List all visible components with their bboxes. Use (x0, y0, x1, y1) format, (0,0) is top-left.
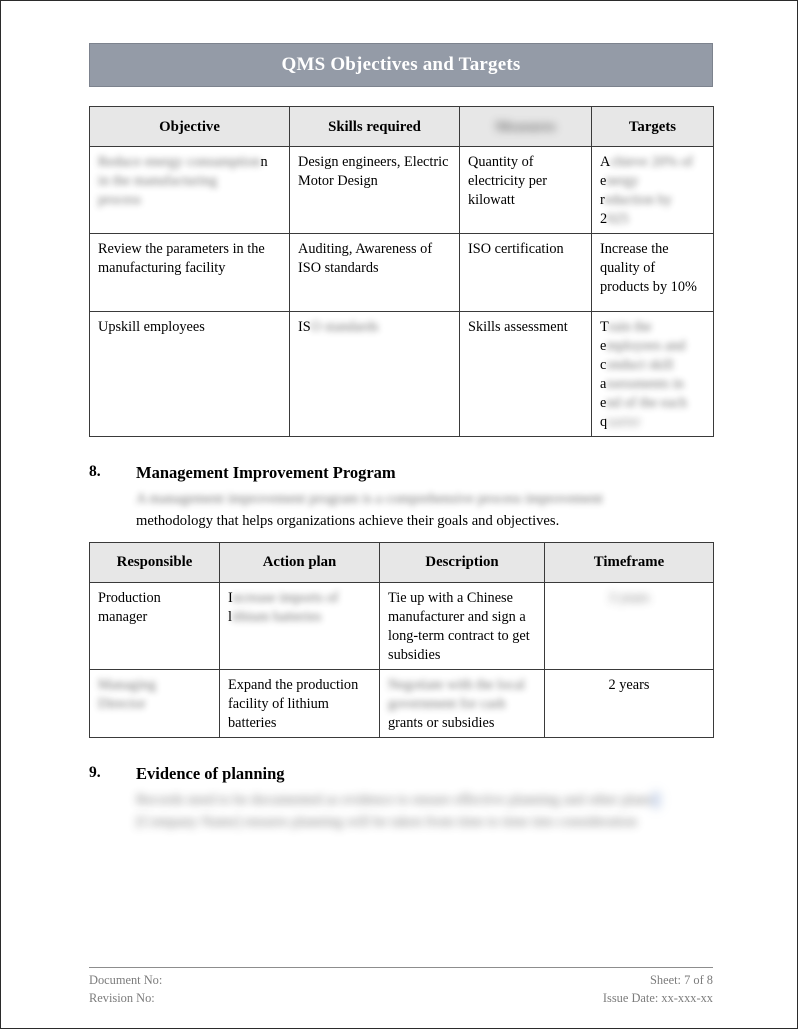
redacted-text: ithium batteries (231, 608, 322, 625)
visible-text-fragment: e (600, 395, 607, 411)
redacted-column-header-text: Measures (495, 118, 556, 135)
section-title: Management Improvement Program (136, 463, 396, 482)
redacted-text: [Company Name] ensures planning will be taken from time to time into consideration (136, 813, 637, 830)
column-header-objective: Objective (90, 107, 290, 147)
redacted-text: process (98, 192, 141, 208)
cell-target-2: Increase the quality of products by 10% (592, 234, 714, 312)
column-header-description: Description (380, 542, 545, 582)
cell-timeframe-1 (545, 582, 714, 669)
cell-skills-required-3 (290, 312, 460, 437)
visible-text-fragment: 2 (600, 211, 608, 227)
footer-right (603, 972, 713, 1008)
redacted-text: O standards (310, 319, 379, 335)
section-heading-8 (89, 463, 713, 483)
revision-no-label: Revision No: (89, 990, 155, 1005)
section-number: 8. (89, 463, 101, 480)
redacted-text: Director (98, 695, 146, 712)
page-content (89, 1, 713, 834)
table-row (90, 582, 714, 669)
visible-text-fragment: A (600, 154, 611, 170)
redacted-text: Reduce energy consumption (98, 154, 261, 170)
redacted-text: mployees and (606, 338, 686, 354)
redacted-text: chieve 20% of (610, 154, 693, 170)
redacted-text: Managing (98, 676, 156, 693)
cell-measure-3: Skills assessment (460, 312, 592, 437)
cell-description-2 (380, 669, 545, 737)
sheet-number-label: Sheet: 7 of 8 (650, 973, 713, 987)
section-title: Evidence of planning (136, 763, 285, 783)
column-header-skills-required: Skills required (290, 107, 460, 147)
improvement-table-header-row (90, 542, 714, 582)
issue-date-label: Issue Date: xx-xxx-xx (602, 990, 713, 1005)
objectives-table (89, 106, 714, 437)
visible-text-fragment: a (600, 376, 607, 392)
visible-text-fragment: e (600, 338, 607, 354)
visible-text-fragment: I (228, 589, 233, 606)
redacted-text: eduction by (604, 192, 672, 208)
section-8-paragraph (136, 489, 713, 533)
table-row (90, 234, 714, 312)
redacted-text: nergy (606, 173, 639, 189)
redacted-text: 025 (607, 211, 629, 227)
cell-responsible-1: Production manager (90, 582, 220, 669)
visible-text-fragment: T (600, 319, 609, 335)
redacted-text: ssessments in (606, 376, 684, 392)
table-row (90, 147, 714, 234)
objectives-table-header-row (90, 107, 714, 147)
redacted-line-text: Records need to be documented as evidence to ensure effective planning and other plans (136, 791, 653, 808)
redacted-text: nd of the each (606, 395, 687, 411)
visible-text-fragment: c (600, 357, 607, 373)
cell-skills-required-1: Design engineers, Electric Motor Design (290, 147, 460, 234)
cell-action-plan-1 (220, 582, 380, 669)
page-footer (89, 967, 713, 1008)
visible-text-fragment: IS (298, 319, 311, 335)
cell-target-3 (592, 312, 714, 437)
redacted-text: rain the (608, 319, 652, 335)
cell-measure-2: ISO certification (460, 234, 592, 312)
page-title: QMS Objectives and Targets (281, 54, 521, 75)
cell-description-1: Tie up with a Chinese manufacturer and sign a long-term contract to get subsidies (380, 582, 545, 669)
section-9-paragraph (136, 790, 713, 834)
column-header-timeframe: Timeframe (545, 542, 714, 582)
column-header-responsible: Responsible (90, 542, 220, 582)
title-banner (89, 43, 713, 87)
highlight-mark (652, 792, 659, 808)
redacted-text: uarter (607, 414, 641, 430)
column-header-targets: Targets (592, 107, 714, 147)
cell-objective-3: Upskill employees (90, 312, 290, 437)
redacted-text: 3 years (608, 589, 650, 606)
cell-skills-required-2: Auditing, Awareness of ISO standards (290, 234, 460, 312)
document-no-label: Document No: (89, 973, 163, 987)
redacted-text: ncrease imports of (232, 589, 339, 606)
redacted-text: onduct skill (606, 357, 674, 373)
cell-action-plan-2: Expand the production facility of lithium batteries (220, 669, 380, 737)
paragraph-visible-line: methodology that helps organizations achieve their goals and objectives. (136, 512, 560, 529)
improvement-program-table (89, 542, 714, 738)
cell-objective-2: Review the parameters in the manufacturing facility (90, 234, 290, 312)
visible-text-fragment: q (600, 414, 608, 430)
redacted-text: A management improvement program is a comprehensive process improvement (136, 491, 603, 507)
cell-timeframe-2: 2 years (545, 669, 714, 737)
cell-objective-1 (90, 147, 290, 234)
description-visible-line: grants or subsidies (388, 714, 495, 731)
redacted-text (136, 790, 713, 812)
column-header-action-plan: Action plan (220, 542, 380, 582)
visible-text-fragment: e (600, 173, 607, 189)
table-row (90, 312, 714, 437)
footer-left (89, 972, 162, 1008)
visible-text-fragment: l (228, 608, 232, 625)
cell-measure-1: Quantity of electricity per kilowatt (460, 147, 592, 234)
redacted-text: Negotiate with the local (388, 676, 525, 693)
cell-target-1 (592, 147, 714, 234)
table-row (90, 669, 714, 737)
visible-text-fragment: r (600, 192, 605, 208)
cell-responsible-2 (90, 669, 220, 737)
column-header-redacted (460, 107, 592, 147)
redacted-text: in the manufacturing (98, 173, 218, 189)
section-heading-9 (89, 764, 713, 784)
redacted-text: government for cash (388, 695, 506, 712)
visible-text-fragment: n (260, 154, 268, 170)
section-number: 9. (89, 763, 101, 781)
